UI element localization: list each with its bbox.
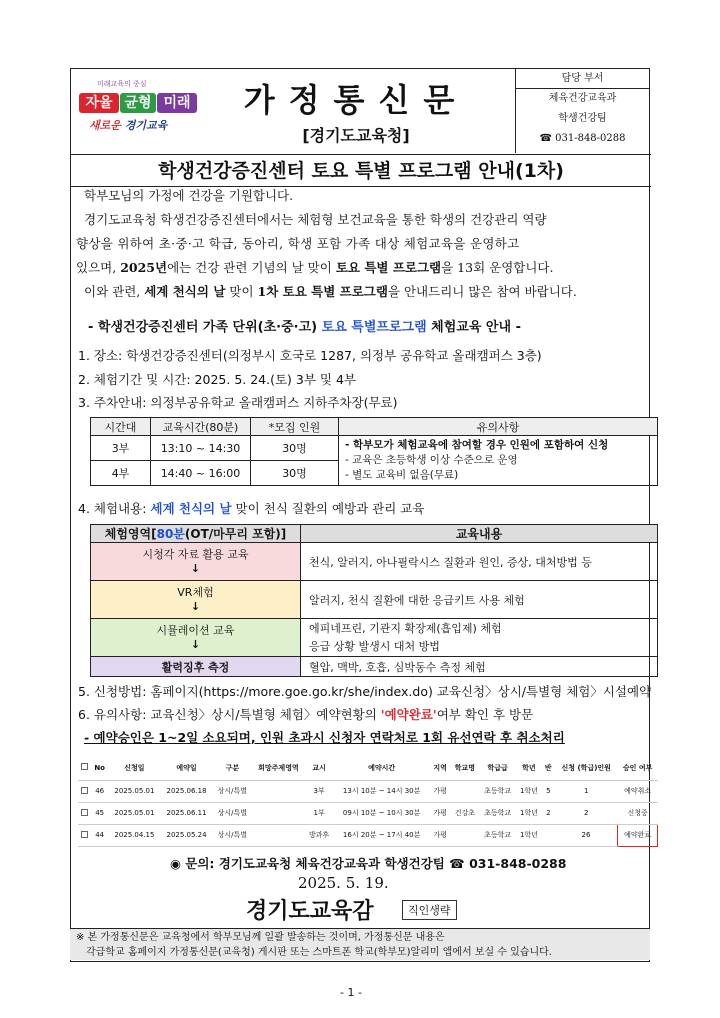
res-col: 지역: [430, 756, 451, 780]
item-apply: 5. 신청방법: 홈페이지(https://more.goe.go.kr/she/index.do) 교육신청〉상시/특별형 체험〉시설예약: [78, 684, 652, 699]
item-caution: [78, 705, 533, 723]
res-cell: 2025.05.01: [108, 802, 160, 824]
intro-line-2: 향상을 위하여 초·중·고 학급, 동아리, 학생 포함 가족 대상 체험교육을 운영하고: [76, 236, 520, 251]
col-capacity: *모집 인원: [251, 418, 339, 436]
logo-sub-new: 새로운: [89, 119, 125, 132]
item-parking: 3. 주차안내: 의정부공유학교 올래캠퍼스 지하주차장(무료): [78, 395, 398, 410]
res-cell: 1학년: [516, 824, 542, 846]
content-audiovisual: 천식, 알러지, 아나필락시스 질환과 원인, 증상, 대처방법 등: [301, 543, 658, 581]
item-content-text: 4. 체험내용:: [78, 501, 151, 516]
res-col: 반: [542, 756, 555, 780]
item-caution-highlight: '예약완료': [380, 707, 437, 722]
res-cell: 09시 10분 ~ 10시 30분: [334, 802, 430, 824]
newsletter-title: 가정통신문: [243, 81, 469, 119]
area-label: VR체험: [177, 585, 214, 599]
logo-chip-future: 미래: [157, 93, 197, 113]
res-cell: [451, 780, 480, 802]
table-row: [78, 824, 658, 846]
intro-year: 2025년: [120, 260, 168, 275]
res-cell: [542, 824, 555, 846]
item-approval: - 예약승인은 1~2일 소요되며, 인원 초과시 신청자 연락처로 1회 유선연락 후 취소처리: [84, 730, 565, 745]
gyeonggi-education-logo: [79, 77, 197, 147]
arrow-icon: ↓: [190, 637, 201, 651]
schedule-table: [90, 417, 658, 486]
res-cell: 상시/특별: [213, 780, 253, 802]
res-cell: 상시/특별: [213, 802, 253, 824]
intro-text: 을 13회 운영합니다.: [441, 260, 554, 275]
department-box: [515, 69, 649, 153]
res-col: 신청일: [108, 756, 160, 780]
part-3: 3부: [91, 436, 151, 461]
note-parent: - 학부모가 체험교육에 참여할 경우 인원에 포함하여 신청: [345, 439, 609, 451]
team-name: 학생건강팀: [558, 113, 607, 124]
part-4: 4부: [91, 461, 151, 486]
notice-line-2: 각급학교 홈페이지 가정통신문(교육청) 게시판 또는 스마트폰 학교(학부모)알리미 앱에서 보실 수 있습니다.: [86, 947, 552, 958]
department-phone: ☎ 031-848-0288: [539, 133, 626, 144]
contact-line: ◉ 문의: 경기도교육청 체육건강교육과 학생건강팀 ☎ 031-848-0288: [170, 856, 567, 871]
area-audiovisual: [91, 543, 301, 581]
res-status-confirmed: 예약완료: [618, 824, 658, 846]
intro-line-3: [76, 258, 640, 276]
res-cell: 44: [91, 824, 108, 846]
item-content-highlight: 세계 천식의 날: [150, 501, 232, 516]
item-location: 1. 장소: 학생건강증진센터(의정부시 호국로 1287, 의정부 공유학교 올래캠퍼스 3층): [78, 348, 542, 363]
department-caption: 담당 부서: [516, 69, 649, 89]
res-col: 학년: [516, 756, 542, 780]
res-cell: 방과후: [305, 824, 334, 846]
notes-cell: [339, 436, 658, 486]
res-cell: 가평: [430, 802, 451, 824]
item-caution-text: 여부 확인 후 방문: [436, 707, 534, 722]
col-content: 교육내용: [301, 525, 658, 543]
content-line: 에피네프린, 기관지 확장제(흡입제) 체험: [309, 621, 502, 635]
res-cell: 26: [555, 824, 618, 846]
note-level: - 교육은 초등학생 이상 수준으로 운영: [345, 454, 518, 466]
item-content-text: 맞이 천식 질환의 예방과 관리 교육: [231, 501, 425, 516]
area-vitals: 활력징후 측정: [91, 657, 301, 677]
notice-line-1: ※ 본 가정통신문은 교육청에서 학부모님께 일괄 발송하는 것이며, 가정통신문 내용은: [76, 932, 445, 943]
arrow-icon: ↓: [190, 599, 201, 613]
reservation-header: [78, 756, 658, 780]
res-cell: 2025.06.11: [160, 802, 212, 824]
department-name: 체육건강교육과: [548, 93, 617, 104]
res-cell: 45: [91, 802, 108, 824]
res-cell: 16시 20분 ~ 17시 40분: [334, 824, 430, 846]
res-cell: [252, 824, 305, 846]
res-cell: 2: [555, 802, 618, 824]
intro-program: 토요 특별 프로그램: [335, 260, 442, 275]
time-4: 14:40 ~ 16:00: [151, 461, 251, 486]
res-cell: 2: [542, 802, 555, 824]
table-row: [78, 780, 658, 802]
logo-chip-balance: 균형: [120, 93, 156, 113]
res-cell: 5: [542, 780, 555, 802]
logo-sub-education: 경기교육: [124, 119, 168, 132]
res-cell: 가평: [430, 824, 451, 846]
arrow-icon: ↓: [190, 561, 201, 575]
notice-footer: [70, 928, 650, 960]
checkbox-icon[interactable]: [78, 824, 91, 846]
res-cell: 초등학교: [479, 824, 516, 846]
seal-omitted: 직인생략: [402, 900, 457, 920]
section-title: [88, 316, 521, 335]
table-row: [78, 802, 658, 824]
area-vr: [91, 581, 301, 619]
main-title: 학생건강증진센터 토요 특별 프로그램 안내(1차): [71, 155, 651, 187]
intro-line-4: [84, 282, 648, 300]
intro-asthma-day: 세계 천식의 날: [144, 284, 226, 299]
cap-3: 30명: [251, 436, 339, 461]
res-col: 예약시간: [334, 756, 430, 780]
res-cell: 2025.04.15: [108, 824, 160, 846]
res-cell: [451, 824, 480, 846]
area-label: 시뮬레이션 교육: [156, 623, 235, 637]
content-vr: 알러지, 천식 질환에 대한 응급키트 사용 체험: [301, 581, 658, 619]
res-col: 학교명: [451, 756, 480, 780]
res-cell: 2025.06.18: [160, 780, 212, 802]
res-status: 예약취소: [618, 780, 658, 802]
area-label: 시청각 자료 활용 교육: [142, 547, 249, 561]
res-col: 승인 여부: [618, 756, 658, 780]
res-cell: 46: [91, 780, 108, 802]
intro-text: 있으며,: [76, 260, 121, 275]
content-simulation: [301, 619, 658, 657]
item-schedule: 2. 체험기간 및 시간: 2025. 5. 24.(토) 3부 및 4부: [78, 372, 356, 387]
res-cell: 2025.05.24: [160, 824, 212, 846]
intro-line-1: 경기도교육청 학생건강증진센터에서는 체험형 보건교육을 통한 학생의 건강관리 역량: [84, 212, 547, 227]
note-free: - 별도 교육비 없음(무료): [345, 469, 459, 481]
cap-4: 30명: [251, 461, 339, 486]
checkbox-icon[interactable]: [78, 780, 91, 802]
greeting: 학부모님의 가정에 건강을 기원합니다.: [84, 188, 294, 203]
checkbox-icon[interactable]: [78, 802, 91, 824]
logo-subtitle: [89, 117, 167, 133]
intro-text: 을 안내드리니 많은 참여 바랍니다.: [387, 284, 577, 299]
checkbox-icon[interactable]: [78, 756, 91, 780]
res-cell: 초등학교: [479, 802, 516, 824]
res-col: 교시: [305, 756, 334, 780]
res-status: 신청중: [618, 802, 658, 824]
issue-date: 2025. 5. 19.: [298, 874, 389, 892]
col-part: 시간대: [91, 418, 151, 436]
res-col: No: [91, 756, 108, 780]
newsletter-subtitle: [경기도교육청]: [302, 126, 410, 145]
res-cell: 1학년: [516, 802, 542, 824]
res-col: 희망주제영역: [252, 756, 305, 780]
intro-text: 맞이: [225, 284, 258, 299]
res-cell: [252, 780, 305, 802]
program-table: [90, 524, 658, 677]
intro-first-program: 1차 토요 특별 프로그램: [257, 284, 388, 299]
res-cell: 1부: [305, 802, 334, 824]
col-time: 교육시간(80분): [151, 418, 251, 436]
item-content: [78, 499, 424, 517]
res-cell: 1학년: [516, 780, 542, 802]
area-simulation: [91, 619, 301, 657]
res-cell: 1: [555, 780, 618, 802]
item-caution-text: 6. 유의사항: 교육신청〉상시/특별형 체험〉예약현황의: [78, 707, 381, 722]
col-notes: 유의사항: [339, 418, 658, 436]
col-area-text: 체험영역[: [104, 527, 157, 541]
logo-chip-autonomy: 자율: [79, 93, 119, 113]
time-3: 13:10 ~ 14:30: [151, 436, 251, 461]
res-col: 학급급: [479, 756, 516, 780]
intro-text: 에는 건강 관련 기념의 날 맞이: [167, 260, 336, 275]
res-cell: 상시/특별: [213, 824, 253, 846]
res-col: 예약일: [160, 756, 212, 780]
intro-text: 이와 관련,: [84, 284, 145, 299]
content-line: 응급 상황 발생시 대처 방법: [309, 639, 440, 653]
res-cell: 건강초: [451, 802, 480, 824]
section-title-text: - 학생건강증진센터 가족 단위(초·중·고): [88, 320, 322, 335]
res-cell: 13시 10분 ~ 14시 30분: [334, 780, 430, 802]
page-number: - 1 -: [340, 986, 362, 999]
res-cell: 2025.05.01: [108, 780, 160, 802]
section-title-highlight: 토요 특별프로그램: [321, 320, 427, 335]
res-col: 구분: [213, 756, 253, 780]
res-cell: 3부: [305, 780, 334, 802]
reservation-screenshot: [78, 756, 658, 847]
content-vitals: 혈압, 맥박, 호흡, 심박동수 측정 체험: [301, 657, 658, 677]
header: [71, 69, 651, 155]
res-cell: 초등학교: [479, 780, 516, 802]
col-area-text: (OT/마무리 포함)]: [184, 527, 287, 541]
res-col: 신청 (학급)인원: [555, 756, 618, 780]
section-title-text: 체험교육 안내 -: [426, 320, 521, 335]
signer: 경기도교육감: [246, 899, 374, 924]
res-cell: 가평: [430, 780, 451, 802]
logo-slogan: 미래교육의 중심: [97, 80, 147, 88]
res-cell: [252, 802, 305, 824]
col-area-duration: 80분: [156, 527, 185, 541]
col-area: [91, 525, 301, 543]
